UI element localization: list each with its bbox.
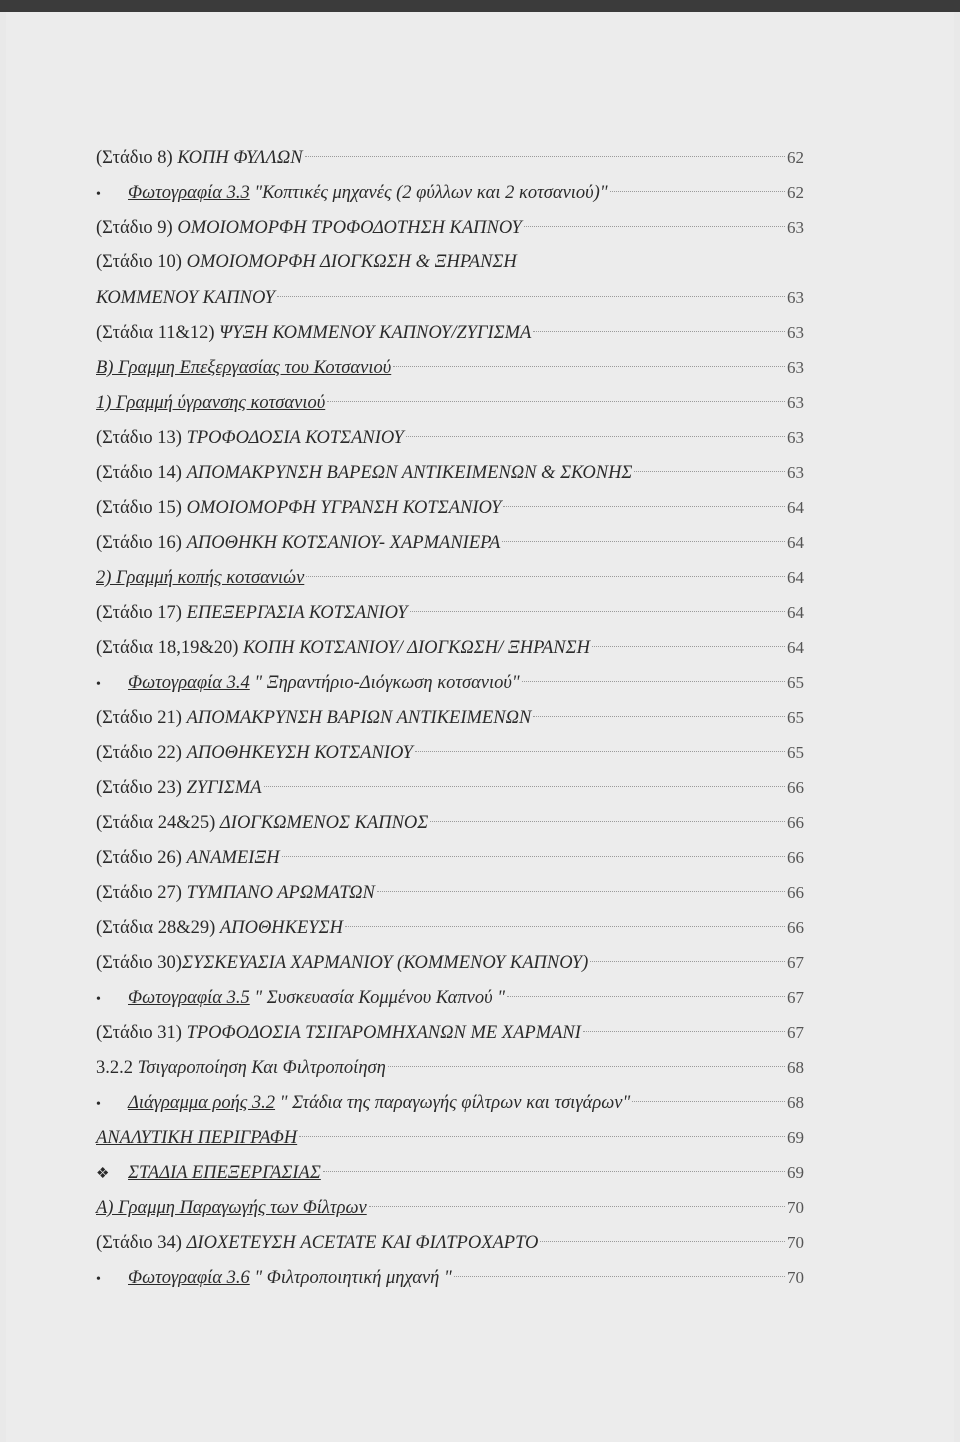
dot-leader [533, 330, 785, 332]
toc-entry-label [96, 176, 608, 212]
scan-top-edge [0, 0, 960, 12]
toc-entry-label [96, 806, 428, 841]
toc-page-number: 63 [787, 288, 804, 307]
toc-entry[interactable] [96, 140, 804, 175]
toc-link[interactable]: Φωτογραφία 3.4 [128, 673, 250, 693]
toc-entry[interactable] [96, 700, 804, 735]
toc-stage-number: (Στάδια 11&12) [96, 323, 220, 343]
toc-page-number: 63 [787, 218, 804, 237]
toc-page-number: 65 [787, 743, 804, 762]
toc-entry-label [96, 1051, 386, 1086]
toc-title: ΔΙΟΓΚΩΜΕΝΟΣ ΚΑΠΝΟΣ [219, 813, 429, 833]
toc-title: ΑΠΟΜΑΚΡΥΝΣΗ ΒΑΡΙΩΝ ΑΝΤΙΚΕΙΜΕΝΩΝ [186, 708, 532, 728]
dot-leader [327, 400, 785, 402]
toc-entry-label [96, 876, 375, 911]
dot-leader [634, 470, 785, 472]
toc-link[interactable]: 1) Γραμμή ύγρανσης κοτσανιού [96, 393, 326, 413]
toc-entry[interactable] [96, 770, 804, 805]
toc-entry-label [96, 631, 590, 666]
toc-page-number: 67 [787, 953, 804, 972]
toc-title: ΤΡΟΦΟΔΟΣΙΑ ΚΟΤΣΑΝΙΟΥ [186, 428, 404, 448]
toc-title: ΖΥΓΙΣΜΑ [186, 778, 262, 798]
toc-page-number: 63 [787, 393, 804, 412]
toc-entry[interactable] [96, 1015, 804, 1050]
dot-leader [299, 1135, 785, 1137]
toc-link[interactable]: ΑΝΑΛΥΤΙΚΗ ΠΕΡΙΓΡΑΦΗ [96, 1128, 298, 1148]
toc-entry-label [96, 421, 404, 456]
toc-link[interactable]: Διάγραμμα ροής 3.2 [128, 1093, 276, 1113]
dot-leader [610, 190, 785, 192]
toc-stage-number: 3.2.2 [96, 1058, 138, 1078]
toc-title: " Στάδια της παραγωγής φίλτρων και τσιγάρων" [275, 1093, 631, 1113]
toc-entry-label [96, 386, 325, 421]
toc-entry[interactable] [96, 1190, 804, 1225]
dot-leader [410, 610, 785, 612]
toc-link[interactable]: Φωτογραφία 3.6 [128, 1268, 250, 1288]
toc-title: " Φιλτροποιητική μηχανή " [249, 1268, 452, 1288]
toc-title: ΟΜΟΙΟΜΟΡΦΗ ΤΡΟΦΟΔΟΤΗΣΗ ΚΑΠΝΟΥ [177, 218, 522, 238]
toc-page-number: 69 [787, 1163, 804, 1182]
toc-stage-number: (Στάδιο 15) [96, 498, 187, 518]
toc-entry-label [96, 981, 505, 1017]
toc-entry-label [96, 526, 500, 561]
toc-page-number: 64 [787, 638, 804, 657]
toc-entry-label [96, 911, 343, 946]
dot-leader [377, 890, 785, 892]
bullet-icon: • [96, 677, 101, 692]
toc-title: ΑΠΟΘΗΚΕΥΣΗ ΚΟΤΣΑΝΙΟΥ [186, 743, 413, 763]
toc-link[interactable]: Φωτογραφία 3.3 [128, 183, 250, 203]
toc-stage-number: (Στάδιο 22) [96, 743, 187, 763]
toc-title: " Συσκευασία Κομμένου Καπνού " [249, 988, 505, 1008]
toc-page-number: 63 [787, 428, 804, 447]
toc-page-number: 63 [787, 463, 804, 482]
bullet-icon: • [96, 1272, 101, 1287]
toc-page-number: 65 [787, 673, 804, 692]
dot-leader [415, 750, 785, 752]
toc-entry-label [96, 1121, 297, 1156]
toc-entry-label [96, 771, 262, 806]
toc-page-number: 67 [787, 1023, 804, 1042]
toc-entry[interactable] [96, 1120, 804, 1155]
toc-title: ΟΜΟΙΟΜΟΡΦΗ ΥΓΡΑΝΣΗ ΚΟΤΣΑΝΙΟΥ [186, 498, 502, 518]
toc-entry-label [96, 736, 413, 771]
dot-leader [406, 435, 785, 437]
toc-entry[interactable] [96, 1225, 804, 1260]
toc-entry-label [96, 1016, 581, 1051]
toc-entry-label [96, 1261, 452, 1297]
toc-entry-label [96, 1156, 321, 1192]
document-page [6, 12, 954, 1442]
toc-stage-number: (Στάδιο 17) [96, 603, 187, 623]
toc-title: ΚΟΠΗ ΦΥΛΛΩΝ [177, 148, 303, 168]
toc-stage-number: (Στάδιο 23) [96, 778, 187, 798]
toc-title: "Κοπτικές μηχανές (2 φύλλων και 2 κοτσανιού)" [249, 183, 608, 203]
dot-leader [632, 1100, 785, 1102]
toc-page-number: 64 [787, 568, 804, 587]
toc-entry[interactable] [96, 420, 804, 455]
toc-stage-number: (Στάδιο 9) [96, 218, 178, 238]
toc-stage-number: (Στάδιο 26) [96, 848, 187, 868]
toc-entry-label [96, 316, 531, 351]
dot-leader [277, 295, 785, 297]
toc-title: ΤΡΟΦΟΔΟΣΙΑ ΤΣΙΓΑΡΟΜΗΧΑΝΩΝ ΜΕ ΧΑΡΜΑΝΙ [186, 1023, 581, 1043]
toc-entry[interactable] [96, 1085, 804, 1120]
toc-entry[interactable] [96, 455, 804, 490]
toc-title: ΔΙΟΧΕΤΕΥΣΗ ACETATE ΚΑΙ ΦΙΛΤΡΟΧΑΡΤΟ [186, 1233, 539, 1253]
toc-stage-number: (Στάδια 18,19&20) [96, 638, 244, 658]
toc-entry[interactable] [96, 1260, 804, 1295]
toc-entry[interactable] [96, 1155, 804, 1190]
toc-entry[interactable] [96, 910, 804, 945]
toc-page-number: 66 [787, 883, 804, 902]
dot-leader [264, 785, 785, 787]
toc-title: ΟΜΟΙΟΜΟΡΦΗ ΔΙΟΓΚΩΣΗ & ΞΗΡΑΝΣΗ [186, 252, 517, 272]
toc-entry-label [96, 946, 588, 981]
toc-entry[interactable] [96, 595, 804, 630]
toc-title: ΑΠΟΘΗΚΕΥΣΗ [219, 918, 343, 938]
toc-entry[interactable] [96, 840, 804, 875]
dot-leader [507, 995, 785, 997]
toc-stage-number: (Στάδιο 10) [96, 252, 187, 272]
dot-leader [306, 575, 785, 577]
toc-page-number: 70 [787, 1233, 804, 1252]
dot-leader [503, 505, 785, 507]
bullet-icon: • [96, 1097, 101, 1112]
toc-entry[interactable] [96, 665, 804, 700]
toc-entry[interactable] [96, 560, 804, 595]
toc-link[interactable]: 2) Γραμμή κοπής κοτσανιών [96, 568, 305, 588]
toc-page-number: 63 [787, 358, 804, 377]
toc-entry[interactable] [96, 385, 804, 420]
dot-leader [454, 1275, 785, 1277]
toc-entry[interactable] [96, 735, 804, 770]
toc-title: ΑΠΟΘΗΚΗ ΚΟΤΣΑΝΙΟΥ- ΧΑΡΜΑΝΙΕΡΑ [186, 533, 501, 553]
toc-stage-number: (Στάδιο 8) [96, 148, 178, 168]
toc-entry-label [96, 701, 531, 736]
toc-link[interactable]: Β) Γραμμη Επεξεργασίας του Κοτσανιού [96, 358, 392, 378]
toc-entry[interactable] [96, 210, 804, 245]
toc-entry-label [96, 1086, 630, 1122]
dot-leader [533, 715, 785, 717]
toc-page-number: 68 [787, 1093, 804, 1112]
toc-entry-label [96, 211, 522, 246]
toc-entry-label [96, 841, 280, 876]
toc-entry[interactable] [96, 315, 804, 350]
dot-leader [305, 155, 785, 157]
toc-title: ΤΥΜΠΑΝΟ ΑΡΩΜΑΤΩΝ [186, 883, 375, 903]
toc-title: ΨΥΞΗ ΚΟΜΜΕΝΟΥ ΚΑΠΝΟΥ/ΖΥΓΙΣΜΑ [219, 323, 532, 343]
toc-title: ΚΟΠΗ ΚΟΤΣΑΝΙΟΥ/ ΔΙΟΓΚΩΣΗ/ ΞΗΡΑΝΣΗ [243, 638, 591, 658]
toc-stage-number: (Στάδιο 13) [96, 428, 187, 448]
toc-entry[interactable] [96, 175, 804, 210]
toc-page-number: 70 [787, 1268, 804, 1287]
dot-leader [522, 680, 785, 682]
dot-leader [592, 645, 785, 647]
toc-link[interactable]: ΣΤΑΔΙΑ ΕΠΕΞΕΡΓΑΣΙΑΣ [128, 1163, 321, 1183]
toc-stage-number: (Στάδιο 27) [96, 883, 187, 903]
toc-page-number: 62 [787, 183, 804, 202]
dot-leader [540, 1240, 785, 1242]
toc-entry-label [96, 245, 517, 280]
toc-page-number: 68 [787, 1058, 804, 1077]
diamond-bullet-icon: ❖ [96, 1166, 110, 1182]
bullet-icon: • [96, 992, 101, 1007]
dot-leader [590, 960, 785, 962]
toc-entry-label [96, 1191, 367, 1226]
toc-entry[interactable] [96, 490, 804, 525]
toc-page-number: 64 [787, 498, 804, 517]
toc-page-number: 70 [787, 1198, 804, 1217]
dot-leader [369, 1205, 785, 1207]
toc-page-number: 66 [787, 918, 804, 937]
dot-leader [430, 820, 785, 822]
toc-entry[interactable] [96, 525, 804, 560]
toc-title: Τσιγαροποίηση Και Φιλτροποίηση [137, 1058, 386, 1078]
toc-entry[interactable] [96, 875, 804, 910]
toc-entry[interactable] [96, 280, 804, 315]
dot-leader [323, 1170, 785, 1172]
toc-page-number: 63 [787, 323, 804, 342]
dot-leader [583, 1030, 785, 1032]
toc-page-number: 67 [787, 988, 804, 1007]
toc-stage-number: (Στάδιο 30) [96, 953, 182, 973]
toc-stage-number: (Στάδια 24&25) [96, 813, 220, 833]
toc-entry-label [96, 666, 520, 702]
toc-page-number: 66 [787, 778, 804, 797]
toc-entry[interactable] [96, 630, 804, 665]
toc-stage-number: (Στάδιο 21) [96, 708, 187, 728]
toc-title: ΑΠΟΜΑΚΡΥΝΣΗ ΒΑΡΕΩΝ ΑΝΤΙΚΕΙΜΕΝΩΝ & ΣΚΟΝΗΣ [186, 463, 633, 483]
bullet-icon: • [96, 187, 101, 202]
toc-stage-number: (Στάδια 28&29) [96, 918, 220, 938]
toc-entry-label [96, 141, 303, 176]
toc-title: ΑΝΑΜΕΙΞΗ [186, 848, 280, 868]
toc-page-number: 62 [787, 148, 804, 167]
toc-entry[interactable] [96, 945, 804, 980]
toc-entry[interactable] [96, 1050, 804, 1085]
toc-entry[interactable] [96, 245, 804, 280]
toc-title: ΚΟΜΜΕΝΟΥ ΚΑΠΝΟΥ [96, 288, 275, 308]
dot-leader [502, 540, 785, 542]
dot-leader [282, 855, 785, 857]
toc-stage-number: (Στάδιο 34) [96, 1233, 187, 1253]
toc-entry-label [96, 351, 391, 386]
toc-entry-label [96, 456, 632, 491]
toc-entry[interactable] [96, 805, 804, 840]
toc-entry-label [96, 596, 408, 631]
toc-page-number: 69 [787, 1128, 804, 1147]
toc-stage-number: (Στάδιο 31) [96, 1023, 187, 1043]
toc-link[interactable]: Φωτογραφία 3.5 [128, 988, 250, 1008]
toc-page-number: 64 [787, 603, 804, 622]
toc-page-number: 66 [787, 813, 804, 832]
dot-leader [393, 365, 785, 367]
dot-leader [524, 225, 785, 227]
toc-entry-label [96, 491, 501, 526]
toc-entry-label [96, 561, 304, 596]
toc-page-number: 65 [787, 708, 804, 727]
toc-title: ΕΠΕΞΕΡΓΑΣΙΑ ΚΟΤΣΑΝΙΟΥ [186, 603, 408, 623]
dot-leader [388, 1065, 785, 1067]
toc-stage-number: (Στάδιο 14) [96, 463, 187, 483]
toc-entry[interactable] [96, 350, 804, 385]
toc-link[interactable]: Α) Γραμμη Παραγωγής των Φίλτρων [96, 1198, 367, 1218]
toc-title: ΣΥΣΚΕΥΑΣΙΑ ΧΑΡΜΑΝΙΟΥ (ΚΟΜΜΕΝΟΥ ΚΑΠΝΟΥ) [181, 953, 589, 973]
toc-entry-label [96, 1226, 538, 1261]
toc-entry[interactable] [96, 980, 804, 1015]
dot-leader [345, 925, 785, 927]
toc-title: " Ξηραντήριο-Διόγκωση κοτσανιού" [249, 673, 520, 693]
toc-page-number: 64 [787, 533, 804, 552]
table-of-contents [96, 140, 804, 1295]
toc-entry-label [96, 281, 275, 316]
toc-stage-number: (Στάδιο 16) [96, 533, 187, 553]
toc-page-number: 66 [787, 848, 804, 867]
